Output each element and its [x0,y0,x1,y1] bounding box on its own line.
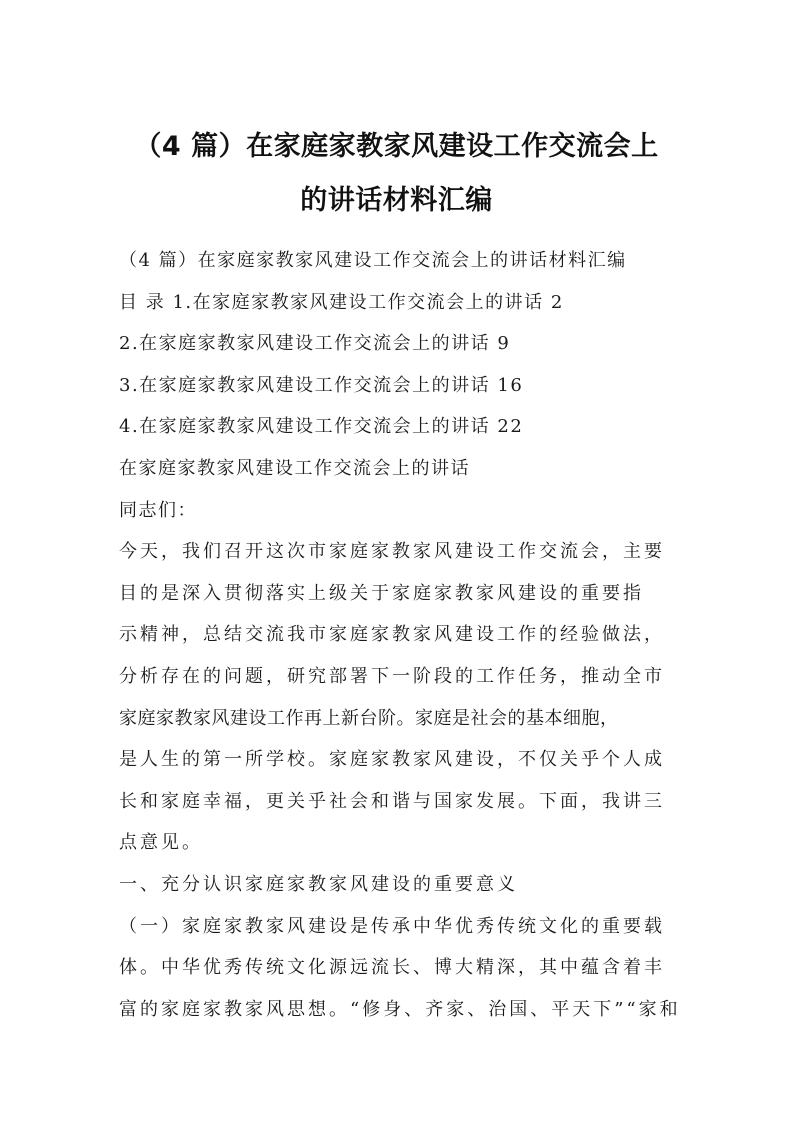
paragraph-line: 今天，我们召开这次市家庭家教家风建设工作交流会，主要 [119,541,665,563]
paragraph-line: 是人生的第一所学校。家庭家教家风建设，不仅关乎个人成 [119,749,665,771]
paragraph-line: 分析存在的问题，研究部署下一阶段的工作任务，推动全市 [119,665,665,687]
paragraph-line: 点意见。 [119,832,203,854]
toc-entry: 目 录 1.在家庭家教家风建设工作交流会上的讲话 2 [119,291,564,313]
document-title [60,120,733,228]
paragraph-line: 家庭家教家风建设工作再上新台阶。家庭是社会的基本细胞， [119,707,619,729]
subtitle-line: （4 篇）在家庭家教家风建设工作交流会上的讲话材料汇编 [119,250,627,271]
salutation: 同志们： [119,499,197,521]
section-heading: 在家庭家教家风建设工作交流会上的讲话 [119,457,470,479]
paragraph-line: （一）家庭家教家风建设是传承中华优秀传统文化的重要载 [119,915,665,937]
paragraph-line: 体。中华优秀传统文化源远流长、博大精深，其中蕴含着丰 [119,957,665,979]
title-line-1: （4 篇）在家庭家教家风建设工作交流会上 [134,131,659,162]
toc-entry: 3.在家庭家教家风建设工作交流会上的讲话 16 [119,374,524,396]
toc-entry: 4.在家庭家教家风建设工作交流会上的讲话 22 [119,416,524,438]
toc-entry: 2.在家庭家教家风建设工作交流会上的讲话 9 [119,333,511,355]
document-body [119,240,694,1030]
heading-level-1: 一、充分认识家庭家教家风建设的重要意义 [119,873,518,895]
title-line-2: 的讲话材料汇编 [300,185,493,216]
paragraph-line: 目的是深入贯彻落实上级关于家庭家教家风建设的重要指 [119,582,644,604]
paragraph-line: 长和家庭幸福，更关乎社会和谐与国家发展。下面，我讲三 [119,790,665,812]
paragraph-line: 富的家庭家教家风思想。“修身、齐家、治国、平天下”“家和 [119,998,681,1020]
paragraph-line: 示精神，总结交流我市家庭家教家风建设工作的经验做法， [119,624,665,646]
